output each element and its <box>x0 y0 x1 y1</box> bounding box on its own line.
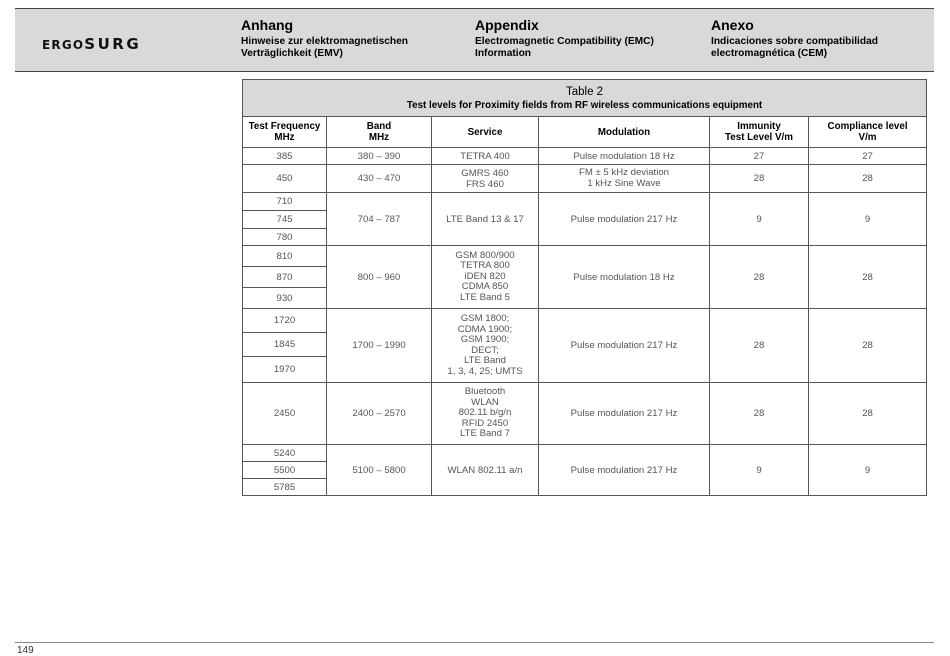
cell-band <box>327 246 432 309</box>
cell-modulation-line: Pulse modulation 217 Hz <box>570 340 678 351</box>
cell-modulation-line: Pulse modulation 217 Hz <box>570 408 678 419</box>
col-header-service: Service <box>432 117 539 148</box>
cell-service-line: GSM 1900; <box>460 334 510 345</box>
cell-test-frequency-line: 5785 <box>273 481 296 493</box>
cell-modulation <box>539 193 710 246</box>
cell-modulation-line: Pulse modulation 217 Hz <box>570 213 678 225</box>
cell-service-line: CDMA 1900; <box>457 323 513 335</box>
cell-compliance-level <box>809 246 927 309</box>
cell-service-line: Bluetooth <box>464 386 506 398</box>
cell-immunity-level-line: 28 <box>753 271 765 283</box>
cell-test-frequency <box>243 267 327 288</box>
cell-service-line: LTE Band 7 <box>460 428 510 440</box>
cell-service <box>432 309 539 383</box>
cell-immunity-level-line: 28 <box>753 173 765 184</box>
cell-test-frequency-line: 5500 <box>273 464 296 476</box>
ergosurg-logo <box>42 34 141 53</box>
table-row <box>243 246 927 267</box>
col-header-immunity: Immunity Test Level V/m <box>710 117 809 148</box>
proximity-test-table <box>242 79 927 496</box>
cell-test-frequency-line: 385 <box>276 150 293 162</box>
header-title-de: Anhang <box>241 17 294 33</box>
cell-compliance-level <box>809 148 927 165</box>
header-subtitle-de-1: Hinweise zur elektromagnetischen <box>241 36 409 47</box>
table-header-row <box>243 117 927 148</box>
cell-compliance-level-line: 9 <box>864 213 871 225</box>
cell-service-line: WLAN <box>471 396 499 408</box>
cell-compliance-level-line: 28 <box>862 340 873 351</box>
cell-compliance-level <box>809 193 927 246</box>
cell-service <box>432 165 539 193</box>
header-spanish <box>711 17 878 60</box>
table-row <box>243 148 927 165</box>
footer-divider <box>15 642 934 643</box>
cell-test-frequency <box>243 445 327 462</box>
logo-text-surg: SURG <box>84 35 142 53</box>
header-subtitle-es-2: electromagnética (CEM) <box>711 48 828 59</box>
table-row <box>243 165 927 193</box>
cell-test-frequency <box>243 148 327 165</box>
col-header-test-frequency: Test Frequency MHz <box>243 117 327 148</box>
cell-modulation <box>539 383 710 445</box>
cell-service <box>432 148 539 165</box>
cell-band <box>327 193 432 246</box>
cell-modulation <box>539 309 710 383</box>
cell-service-line: RFID 2450 <box>461 417 509 429</box>
col-header-band: Band MHz <box>327 117 432 148</box>
cell-immunity-level <box>710 193 809 246</box>
cell-modulation <box>539 165 710 193</box>
table-row <box>243 383 927 445</box>
cell-modulation-line: Pulse modulation 217 Hz <box>570 464 678 476</box>
cell-test-frequency-line: 5240 <box>273 447 296 459</box>
cell-test-frequency <box>243 229 327 246</box>
cell-test-frequency <box>243 462 327 479</box>
header-subtitle-en-1: Electromagnetic Compatibility (EMC) <box>475 36 654 47</box>
header-english <box>475 17 654 60</box>
cell-test-frequency-line: 450 <box>276 173 293 184</box>
cell-test-frequency-line: 710 <box>276 196 293 207</box>
cell-test-frequency <box>243 309 327 333</box>
col-header-compliance: Compliance level V/m <box>809 117 927 148</box>
cell-service-line: GMRS 460 <box>461 167 509 179</box>
cell-service-line: LTE Band 5 <box>460 291 510 303</box>
cell-immunity-level <box>710 309 809 383</box>
cell-service-line: TETRA 800 <box>460 260 510 272</box>
cell-modulation-line: FM ± 5 kHz deviation <box>578 167 670 178</box>
cell-modulation-line: Pulse modulation 18 Hz <box>573 271 675 283</box>
cell-test-frequency <box>243 333 327 357</box>
cell-service <box>432 193 539 246</box>
cell-immunity-level-line: 27 <box>753 150 765 162</box>
table-row <box>243 309 927 333</box>
cell-band-line: 5100 – 5800 <box>352 464 406 476</box>
cell-modulation <box>539 148 710 165</box>
cell-immunity-level <box>710 445 809 496</box>
cell-compliance-level <box>809 165 927 193</box>
cell-modulation-line: Pulse modulation 18 Hz <box>573 150 675 162</box>
cell-service-line: LTE Band <box>464 355 506 366</box>
cell-compliance-level-line: 28 <box>862 173 873 184</box>
cell-test-frequency-line: 1970 <box>273 364 296 375</box>
cell-band <box>327 445 432 496</box>
cell-test-frequency-line: 810 <box>276 250 293 262</box>
cell-band-line: 800 – 960 <box>357 271 401 283</box>
cell-service-line: GSM 800/900 <box>455 249 515 261</box>
cell-immunity-level-line: 28 <box>753 408 765 419</box>
col-header-modulation: Modulation <box>539 117 710 148</box>
header-subtitle-de-2: Verträglichkeit (EMV) <box>241 48 343 59</box>
cell-test-frequency <box>243 211 327 229</box>
cell-test-frequency <box>243 479 327 496</box>
cell-service <box>432 445 539 496</box>
table-row <box>243 445 927 462</box>
header-subtitle-en-2: Information <box>475 48 532 59</box>
header-subtitle-es-1: Indicaciones sobre compatibilidad <box>711 36 878 47</box>
cell-service-line: WLAN 802.11 a/n <box>447 464 523 476</box>
table-caption <box>243 80 927 117</box>
cell-test-frequency <box>243 357 327 383</box>
table-row <box>243 193 927 211</box>
cell-test-frequency-line: 2450 <box>273 408 296 419</box>
cell-compliance-level-line: 9 <box>864 464 871 476</box>
cell-service-line: DECT; <box>471 344 499 356</box>
cell-immunity-level-line: 9 <box>756 464 762 476</box>
cell-compliance-level <box>809 383 927 445</box>
cell-test-frequency-line: 1720 <box>273 315 296 326</box>
cell-immunity-level-line: 9 <box>756 213 762 225</box>
cell-band <box>327 148 432 165</box>
cell-immunity-level <box>710 383 809 445</box>
cell-test-frequency <box>243 193 327 211</box>
cell-test-frequency-line: 780 <box>276 231 293 243</box>
cell-modulation <box>539 445 710 496</box>
cell-compliance-level-line: 28 <box>862 271 873 283</box>
cell-service-line: CDMA 850 <box>461 281 509 293</box>
cell-test-frequency <box>243 383 327 445</box>
cell-modulation <box>539 246 710 309</box>
cell-compliance-level-line: 27 <box>862 150 873 162</box>
cell-test-frequency <box>243 246 327 267</box>
cell-band-line: 380 – 390 <box>357 150 401 162</box>
header-title-es: Anexo <box>711 17 754 33</box>
cell-test-frequency-line: 1845 <box>273 339 296 350</box>
cell-immunity-level <box>710 148 809 165</box>
cell-compliance-level-line: 28 <box>862 408 873 419</box>
cell-band-line: 2400 – 2570 <box>352 408 406 419</box>
cell-test-frequency <box>243 165 327 193</box>
cell-compliance-level <box>809 309 927 383</box>
cell-test-frequency-line: 870 <box>276 271 293 283</box>
cell-service-line: FRS 460 <box>466 178 504 190</box>
header-title-en: Appendix <box>475 17 539 33</box>
cell-band-line: 1700 – 1990 <box>352 340 406 351</box>
cell-service-line: 802.11 b/g/n <box>458 407 512 419</box>
cell-immunity-level <box>710 165 809 193</box>
cell-service-line: iDEN 820 <box>464 270 506 282</box>
cell-band <box>327 383 432 445</box>
logo-text-ergo: ERGO <box>42 38 85 52</box>
cell-test-frequency-line: 745 <box>276 214 293 225</box>
table-caption-title: Table 2 <box>565 85 604 98</box>
page-number: 149 <box>17 645 34 656</box>
cell-service <box>432 246 539 309</box>
table-caption-subtitle: Test levels for Proximity fields from RF wireless communications equipment <box>406 99 763 111</box>
header-german <box>241 17 408 60</box>
cell-modulation-line: 1 kHz Sine Wave <box>587 177 661 189</box>
cell-compliance-level <box>809 445 927 496</box>
cell-band-line: 430 – 470 <box>357 173 401 184</box>
cell-test-frequency <box>243 288 327 309</box>
cell-band <box>327 165 432 193</box>
cell-immunity-level <box>710 246 809 309</box>
table-body <box>243 148 927 496</box>
cell-service-line: 1, 3, 4, 25; UMTS <box>447 365 523 377</box>
cell-immunity-level-line: 28 <box>753 340 765 351</box>
cell-service <box>432 383 539 445</box>
cell-band-line: 704 – 787 <box>357 213 401 225</box>
cell-band <box>327 309 432 383</box>
page-header <box>15 8 934 72</box>
cell-test-frequency-line: 930 <box>276 292 293 304</box>
cell-service-line: GSM 1800; <box>460 313 510 324</box>
cell-service-line: TETRA 400 <box>460 150 510 162</box>
cell-service-line: LTE Band 13 & 17 <box>446 213 524 225</box>
